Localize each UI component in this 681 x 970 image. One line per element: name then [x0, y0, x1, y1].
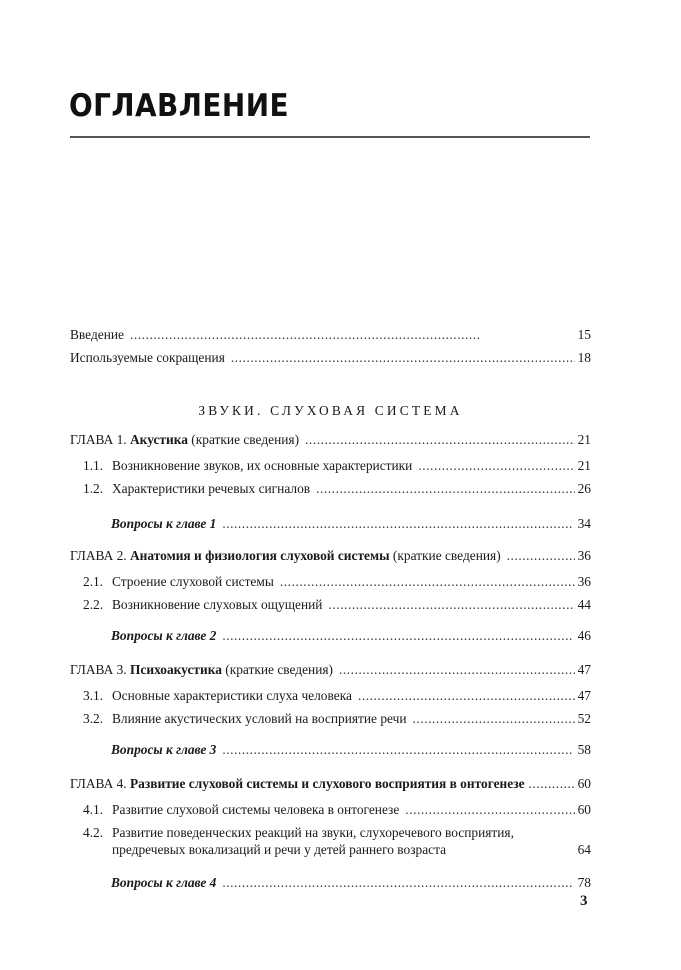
chapter-title: Акустика: [130, 432, 188, 447]
section-label: Строение слуховой системы: [112, 574, 274, 589]
chapter-suffix: (краткие сведения): [225, 662, 333, 677]
dot-leader: [529, 775, 575, 793]
dot-leader: [305, 431, 575, 449]
chapter-prefix: ГЛАВА 2.: [70, 548, 127, 563]
dot-leader: [222, 741, 574, 759]
questions-label: Вопросы к главе 4: [111, 875, 217, 890]
entry-page: 21: [577, 432, 591, 447]
questions-label: Вопросы к главе 2: [111, 628, 217, 643]
section-label: Возникновение звуков, их основные характеристики: [112, 458, 413, 473]
dot-leader: [222, 627, 574, 645]
chapter-title: Анатомия и физиология слуховой системы: [130, 548, 390, 563]
page-title: ОГЛАВЛЕНИЕ: [69, 88, 290, 124]
entry-page: 78: [577, 875, 591, 890]
toc-section-4-1[interactable]: [83, 801, 591, 819]
toc-section-3-2[interactable]: [83, 710, 591, 728]
toc-section-3-1[interactable]: [83, 687, 591, 705]
entry-page: 60: [577, 776, 591, 791]
toc-questions-1[interactable]: [111, 515, 591, 533]
entry-page: 15: [577, 327, 591, 342]
entry-page: 60: [577, 802, 591, 817]
toc-chapter-4[interactable]: [70, 775, 591, 793]
dot-leader: [418, 457, 574, 475]
toc-entry-introduction[interactable]: [70, 326, 591, 344]
dot-leader: [231, 349, 575, 367]
chapter-prefix: ГЛАВА 4.: [70, 776, 127, 791]
entry-page: 36: [577, 574, 591, 589]
chapter-suffix: (краткие сведения): [191, 432, 300, 447]
toc-questions-2[interactable]: [111, 627, 591, 645]
toc-section-1-1[interactable]: [83, 457, 591, 475]
page-number: 3: [580, 893, 588, 909]
dot-leader: [280, 573, 575, 591]
dot-leader: [222, 515, 574, 533]
section-label-line1: Развитие поведенческих реакций на звуки, слухоречевого восприятия,: [112, 825, 514, 840]
part-heading: ЗВУКИ. СЛУХОВАЯ СИСТЕМА: [198, 403, 463, 418]
entry-page: 44: [577, 597, 591, 612]
dot-leader: [358, 687, 575, 705]
questions-label: Вопросы к главе 3: [111, 742, 217, 757]
chapter-title: Развитие слуховой системы и слухового восприятия в онтогенезе: [130, 776, 525, 791]
entry-page: 47: [577, 688, 591, 703]
section-label: Возникновение слуховых ощущений: [112, 597, 323, 612]
section-number: 3.2.: [83, 711, 104, 726]
toc-chapter-2[interactable]: [70, 547, 591, 565]
chapter-title: Психоакустика: [130, 662, 222, 677]
section-label: Развитие слуховой системы человека в онтогенезе: [112, 802, 400, 817]
section-number: 2.1.: [83, 574, 104, 589]
section-number: 1.1.: [83, 458, 104, 473]
entry-page: 46: [577, 628, 591, 643]
entry-page: 58: [577, 742, 591, 757]
toc-section-1-2[interactable]: [83, 480, 591, 498]
section-number: 4.2.: [83, 825, 104, 840]
section-number: 3.1.: [83, 688, 104, 703]
section-label-line2: предречевых вокализаций и речи у детей раннего возраста: [112, 842, 447, 857]
questions-label: Вопросы к главе 1: [111, 516, 217, 531]
section-number: 4.1.: [83, 802, 104, 817]
toc-entry-abbreviations[interactable]: [70, 349, 591, 367]
toc-chapter-1[interactable]: [70, 431, 591, 449]
dot-leader: [339, 661, 575, 679]
toc-section-2-2[interactable]: [83, 596, 591, 614]
dot-leader: [328, 596, 574, 614]
entry-page: 64: [577, 842, 591, 857]
section-number: 1.2.: [83, 481, 104, 496]
entry-label: Введение: [70, 327, 124, 342]
section-number: 2.2.: [83, 597, 104, 612]
dot-leader: [130, 326, 575, 344]
chapter-prefix: ГЛАВА 3.: [70, 662, 127, 677]
entry-page: 47: [577, 662, 591, 677]
section-label: Влияние акустических условий на восприятие речи: [112, 711, 407, 726]
entry-page: 34: [577, 516, 591, 531]
toc-questions-4[interactable]: [111, 874, 591, 892]
entry-page: 26: [577, 481, 591, 496]
dot-leader: [413, 710, 575, 728]
toc-section-2-1[interactable]: [83, 573, 591, 591]
entry-page: 21: [577, 458, 591, 473]
dot-leader: [222, 874, 574, 892]
entry-page: 36: [577, 548, 591, 563]
dot-leader: [507, 547, 575, 565]
entry-label: Используемые сокращения: [70, 350, 225, 365]
chapter-prefix: ГЛАВА 1.: [70, 432, 127, 447]
section-label: Основные характеристики слуха человека: [112, 688, 352, 703]
toc-chapter-3[interactable]: [70, 661, 591, 679]
dot-leader: [316, 480, 575, 498]
dot-leader: [405, 801, 574, 819]
title-rule: [70, 136, 590, 138]
entry-page: 52: [577, 711, 591, 726]
section-label: Характеристики речевых сигналов: [112, 481, 311, 496]
toc-questions-3[interactable]: [111, 741, 591, 759]
entry-page: 18: [577, 350, 591, 365]
chapter-suffix: (краткие сведения): [392, 548, 501, 563]
